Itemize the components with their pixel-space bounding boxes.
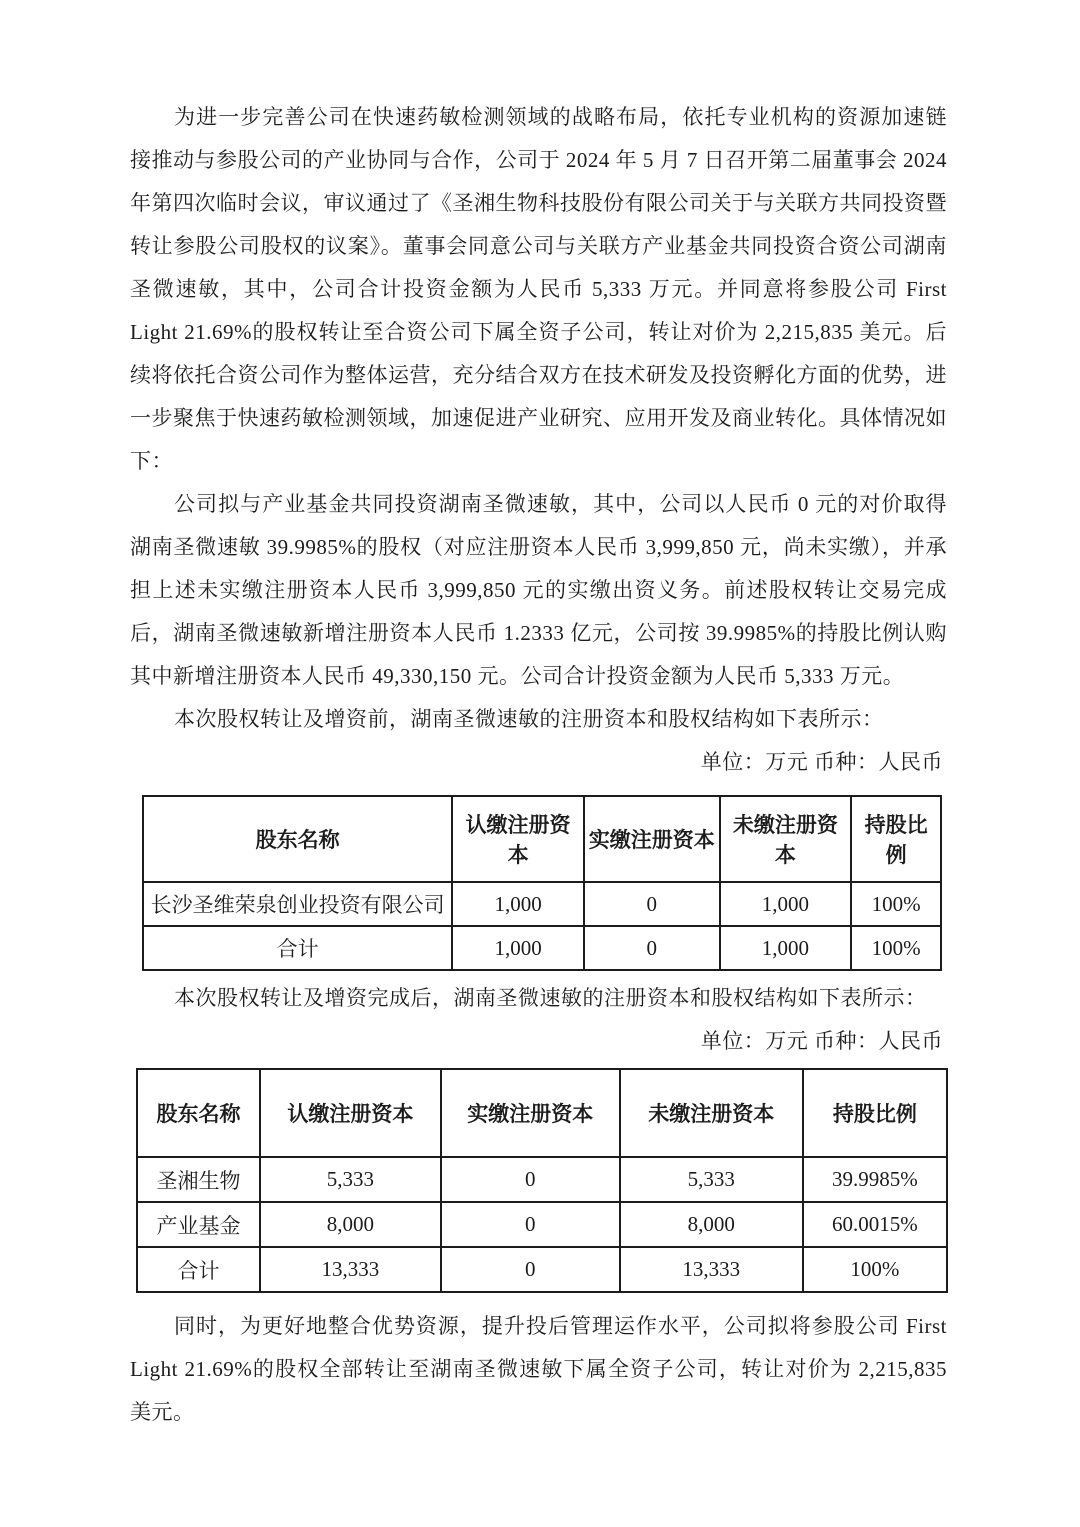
cell-shareholder-name: 合计: [143, 926, 452, 970]
spacer: [130, 1293, 947, 1305]
cell-paid-in-capital: 0: [584, 926, 720, 970]
cell-unpaid-capital: 1,000: [720, 882, 852, 926]
cell-paid-in-capital: 0: [441, 1202, 620, 1247]
cell-subscribed-capital: 5,333: [260, 1157, 441, 1202]
paragraph-strategy-overview: 为进一步完善公司在快速药敏检测领域的战略布局，依托专业机构的资源加速链接推动与参股公司的产业协同与合作，公司于 2024 年 5 月 7 日召开第二届董事会 2024 年第四次临时会议，审议通过了《圣湘生物科技股份有限公司关于与关联方共同投资暨转让参股公司股权的议案》。董事会同意公司与关联方产业基金共同投资合资公司湖南圣微速敏，其中，公司合计投资金额为人民币 5,333 万元。并同意将参股公司 First Light 21.69%的股权转让至合资公司下属全资子公司，转让对价为 2,215,835 美元。后续将依托合资公司作为整体运营，充分结合双方在技术研发及投资孵化方面的优势，进一步聚焦于快速药敏检测领域，加速促进产业研究、应用开发及商业转化。具体情况如下：: [130, 105, 947, 473]
col-header-shareholding-ratio: 持股比例: [803, 1069, 947, 1157]
cell-subscribed-capital: 1,000: [452, 926, 584, 970]
cell-paid-in-capital: 0: [584, 882, 720, 926]
col-header-paid-in-capital: 实缴注册资本: [584, 796, 720, 882]
cell-paid-in-capital: 0: [441, 1247, 620, 1292]
shareholding-table-before: [142, 795, 942, 971]
table-row-sansure: [137, 1157, 947, 1202]
cell-shareholder-name: 产业基金: [137, 1202, 260, 1247]
col-header-paid-in-capital: 实缴注册资本: [441, 1069, 620, 1157]
cell-shareholder-name: 圣湘生物: [137, 1157, 260, 1202]
cell-unpaid-capital: 8,000: [620, 1202, 803, 1247]
table-row-total: [137, 1247, 947, 1292]
table-row-industry-fund: [137, 1202, 947, 1247]
cell-subscribed-capital: 1,000: [452, 882, 584, 926]
table-row-total: [143, 926, 941, 970]
table-header-row: [137, 1069, 947, 1157]
paragraph-investment-details: 公司拟与产业基金共同投资湖南圣微速敏，其中，公司以人民币 0 元的对价取得湖南圣微速敏 39.9985%的股权（对应注册资本人民币 3,999,850 元，尚未实缴），并承担上述未实缴注册资本人民币 3,999,850 元的实缴出资义务。前述股权转让交易完成后，湖南圣微速敏新增注册资本人民币 1.2333 亿元，公司按 39.9985%的持股比例认购其中新增注册资本人民币 49,330,150 元。公司合计投资金额为人民币 5,333 万元。: [130, 492, 947, 688]
paragraph-after-table-intro: 本次股权转让及增资完成后，湖南圣微速敏的注册资本和股权结构如下表所示：: [174, 986, 927, 1010]
cell-shareholding-ratio: 100%: [851, 882, 941, 926]
cell-shareholder-name: 长沙圣维荣泉创业投资有限公司: [143, 882, 452, 926]
shareholding-table-after: [136, 1068, 948, 1293]
col-header-unpaid-capital: 未缴注册资本: [720, 796, 852, 882]
cell-subscribed-capital: 8,000: [260, 1202, 441, 1247]
cell-paid-in-capital: 0: [441, 1157, 620, 1202]
col-header-shareholding-ratio: 持股比例: [851, 796, 941, 882]
cell-shareholding-ratio: 100%: [851, 926, 941, 970]
col-header-unpaid-capital: 未缴注册资本: [620, 1069, 803, 1157]
paragraph-equity-transfer: 同时，为更好地整合优势资源，提升投后管理运作水平，公司拟将参股公司 First Light 21.69%的股权全部转让至湖南圣微速敏下属全资子公司，转让对价为 2,215,835 美元。: [130, 1314, 947, 1424]
table-header-row: [143, 796, 941, 882]
cell-unpaid-capital: 5,333: [620, 1157, 803, 1202]
cell-shareholding-ratio: 100%: [803, 1247, 947, 1292]
col-header-shareholder-name: 股东名称: [143, 796, 452, 882]
cell-shareholding-ratio: 39.9985%: [803, 1157, 947, 1202]
cell-unpaid-capital: 13,333: [620, 1247, 803, 1292]
cell-unpaid-capital: 1,000: [720, 926, 852, 970]
col-header-subscribed-capital: 认缴注册资本: [260, 1069, 441, 1157]
table-row-shareholder: [143, 882, 941, 926]
unit-note-after: 单位：万元 币种：人民币: [700, 1029, 943, 1053]
cell-shareholding-ratio: 60.0015%: [803, 1202, 947, 1247]
unit-note-before: 单位：万元 币种：人民币: [700, 750, 943, 774]
col-header-shareholder-name: 股东名称: [137, 1069, 260, 1157]
paragraph-before-table-intro: 本次股权转让及增资前，湖南圣微速敏的注册资本和股权结构如下表所示：: [174, 707, 884, 731]
cell-subscribed-capital: 13,333: [260, 1247, 441, 1292]
col-header-subscribed-capital: 认缴注册资本: [452, 796, 584, 882]
cell-shareholder-name: 合计: [137, 1247, 260, 1292]
